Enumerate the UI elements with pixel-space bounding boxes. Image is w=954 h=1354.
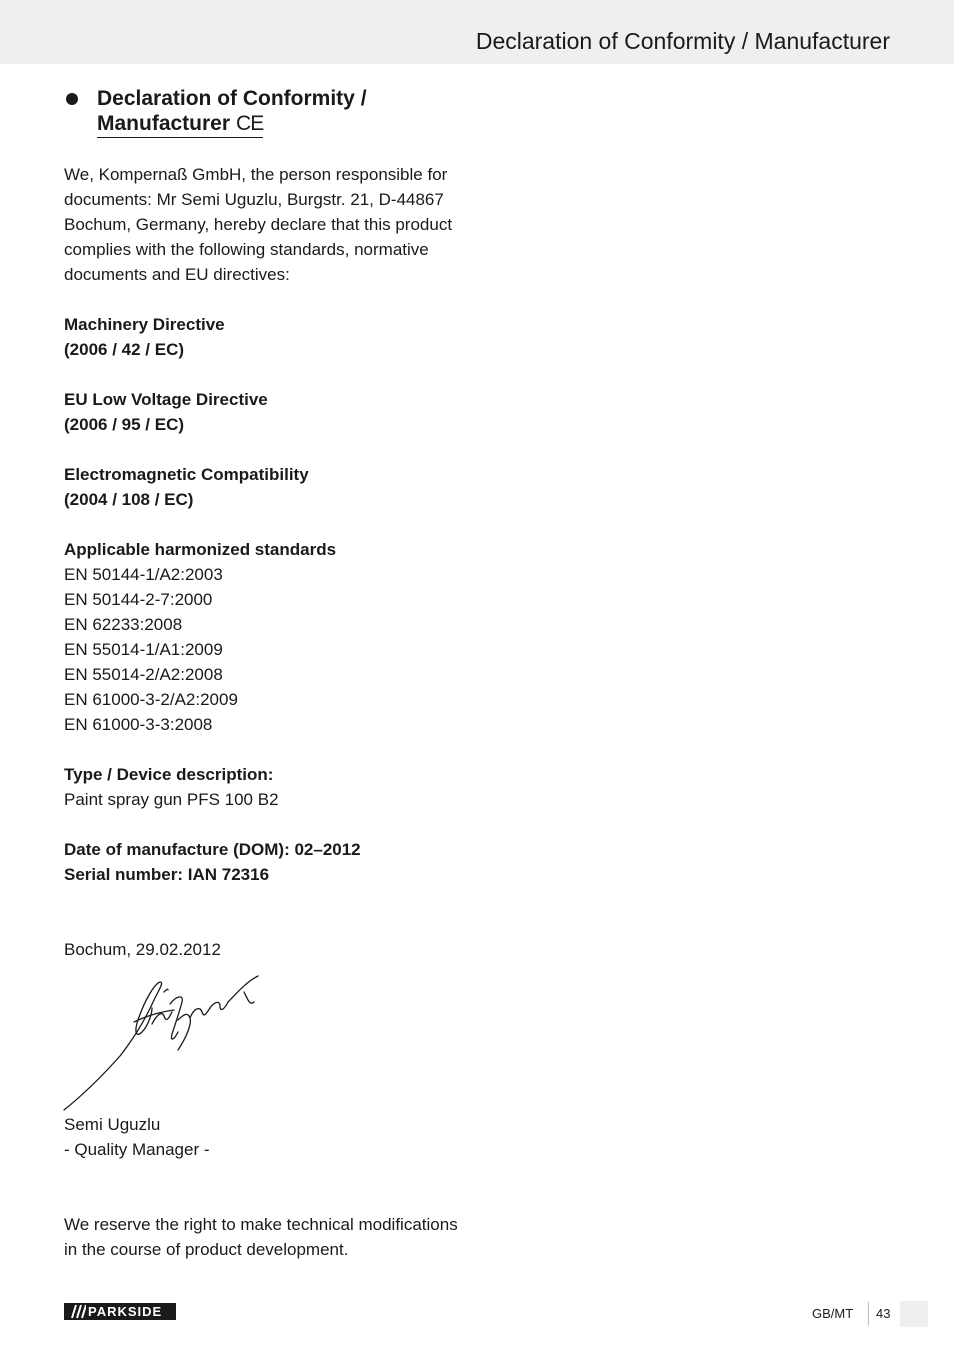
disclaimer-line: We reserve the right to make technical modifications [64,1215,458,1234]
device-heading: Type / Device description: [64,765,274,784]
signatory-role: - Quality Manager - [64,1140,210,1159]
disclaimer-line: in the course of product development. [64,1240,349,1259]
directive-code: (2004 / 108 / EC) [64,490,194,509]
section-title [97,86,457,138]
directive-code: (2006 / 95 / EC) [64,415,185,434]
device-block [64,762,474,812]
device-description: Paint spray gun PFS 100 B2 [64,790,279,809]
directive-emc [64,462,474,512]
directive-name: Machinery Directive [64,315,225,334]
brand-name: PARKSIDE [88,1304,163,1319]
date-of-manufacture: Date of manufacture (DOM): 02–2012 [64,840,361,859]
logo-stripes-icon [68,1303,86,1320]
signature-icon [60,972,270,1114]
bullet-icon [66,93,78,105]
directive-name: EU Low Voltage Directive [64,390,268,409]
section-title-line2: Manufacturer [97,112,231,135]
section-title-line2-wrap [97,111,263,138]
intro-line: complies with the following standards, normative [64,240,429,259]
section-title-line1: Declaration of Conformity / [97,87,367,110]
directive-code: (2006 / 42 / EC) [64,340,185,359]
intro-line: We, Kompernaß GmbH, the person responsible for [64,165,448,184]
directive-name: Electromagnetic Compatibility [64,465,309,484]
intro-line: documents: Mr Semi Uguzlu, Burgstr. 21, D-44867 [64,190,444,209]
standard-item: EN 61000-3-3:2008 [64,715,213,734]
footer-divider [868,1302,869,1326]
disclaimer-paragraph [64,1212,474,1262]
page-header-title: Declaration of Conformity / Manufacturer [475,28,890,54]
standard-item: EN 50144-1/A2:2003 [64,565,223,584]
page-number: 43 [876,1306,891,1321]
standard-item: EN 55014-1/A1:2009 [64,640,223,659]
intro-line: documents and EU directives: [64,265,290,284]
signatory-name: Semi Uguzlu [64,1115,161,1134]
parkside-logo [64,1303,176,1320]
signatory-block [64,1112,474,1162]
standard-item: EN 55014-2/A2:2008 [64,665,223,684]
intro-paragraph [64,162,474,287]
directive-machinery [64,312,474,362]
directive-low-voltage [64,387,474,437]
standard-item: EN 61000-3-2/A2:2009 [64,690,238,709]
place-date: Bochum, 29.02.2012 [64,940,221,959]
standard-item: EN 62233:2008 [64,615,183,634]
standards-block [64,537,474,737]
footer-box [900,1301,928,1327]
serial-number: Serial number: IAN 72316 [64,865,270,884]
standard-item: EN 50144-2-7:2000 [64,590,213,609]
intro-line: Bochum, Germany, hereby declare that this product [64,215,453,234]
ce-mark-icon: CE [236,112,264,135]
manufacture-info [64,837,474,887]
language-code: GB/MT [812,1306,854,1321]
standards-heading: Applicable harmonized standards [64,540,337,559]
